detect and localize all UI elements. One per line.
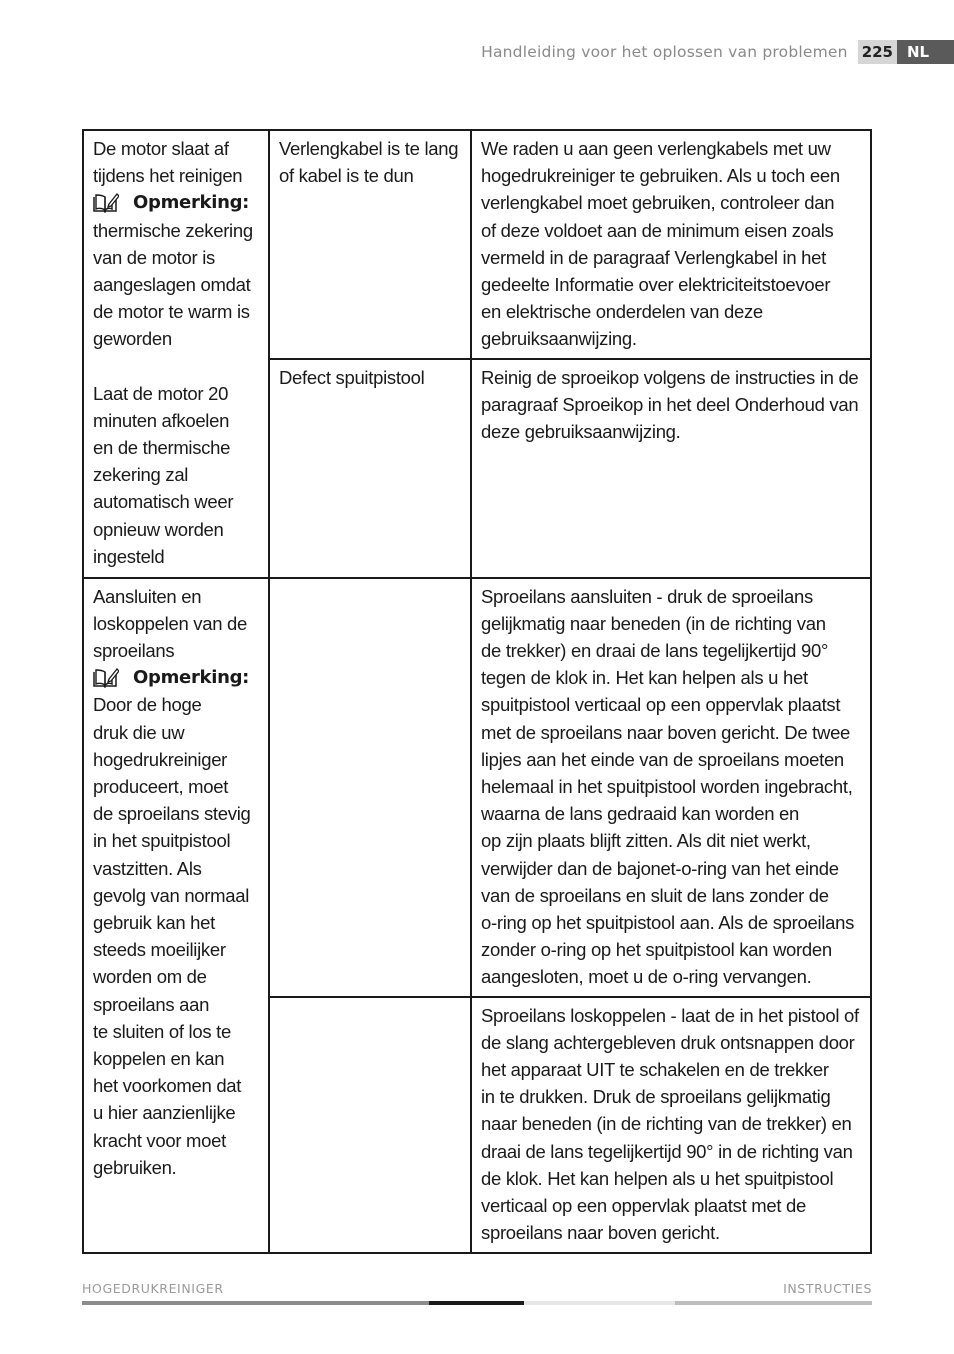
problem-text: Aansluiten en [93,585,202,607]
note-text: het voorkomen dat [93,1075,242,1097]
solution-text: waarna de lans gedraaid kan worden en [481,803,800,825]
note-text: de motor te warm is [93,301,250,323]
note-text: gebruiken. [93,1156,177,1178]
note-text: koppelen en kan [93,1048,225,1070]
solution-cell [471,578,871,997]
book-note-icon [93,193,119,213]
note-text: vastzitten. Als [93,857,202,879]
solution-text: o-ring op het spuitpistool aan. Als de sproeilans [481,912,855,934]
note-text: te sluiten of los te [93,1020,231,1042]
solution-text: verwijder dan de bajonet-o-ring van het einde [481,857,839,879]
solution-text: op zijn plaats blijft zitten. Als dit niet werkt, [481,830,811,852]
solution-text: We raden u aan geen verlengkabels met uw [481,138,831,159]
solution-cell [471,997,871,1253]
footer-bar-1 [82,1301,429,1305]
cause-cell [269,359,471,578]
footer-product: HOGEDRUKREINIGER [82,1281,224,1296]
note-text: kracht voor moet [93,1129,226,1151]
solution-text: hogedrukreiniger te gebruiken. Als u toch een [481,165,840,187]
note-heading [93,664,259,691]
note-text: worden om de [93,966,207,988]
solution-text: Sproeilans aansluiten - druk de sproeilans [481,585,813,607]
page-number: 225 [858,40,897,64]
cause-text: of kabel is te dun [279,165,414,187]
problem-cell [83,578,269,1253]
note-text: u hier aanzienlijke [93,1102,236,1124]
note-text: hogedrukreiniger [93,748,228,770]
solution-text: lipjes aan het einde van de sproeilans moeten [481,748,844,770]
solution-text: het apparaat UIT te schakelen en de trekker [481,1059,829,1081]
problem-cell [83,130,269,578]
solution-text: gelijkmatig naar beneden (in de richting van [481,612,826,634]
solution-cell [471,359,871,578]
footer-bar-3 [524,1301,675,1305]
book-note-icon [93,668,119,688]
solution-text: van de sproeilans en sluit de lans zonder de [481,884,829,906]
remedy-text: Laat de motor 20 [93,382,229,404]
note-text: produceert, moet [93,776,229,798]
solution-text: of deze voldoet aan de minimum eisen zoals [481,219,834,241]
solution-text: gebruiksaanwijzing. [481,328,637,350]
solution-text: met de sproeilans naar boven gericht. De twee [481,721,851,743]
problem-text: De motor slaat af [93,138,229,159]
note-text: Door de hoge [93,694,202,716]
remedy-text: opnieuw worden [93,518,224,540]
troubleshooting-table [82,129,872,1254]
note-label: Opmerking: [133,667,250,689]
table-row [83,578,871,997]
note-text: de sproeilans stevig [93,803,251,825]
note-text: thermische zekering [93,219,253,241]
cause-cell [269,997,471,1253]
solution-text: gedeelte Informatie over elektriciteitstoevoer [481,274,831,296]
solution-text: in te drukken. Druk de sproeilans gelijkmatig [481,1086,831,1108]
note-text: in het spuitpistool [93,830,231,852]
header-title: Handleiding voor het oplossen van problemen [481,43,848,61]
note-text: van de motor is [93,246,215,268]
note-text: aangeslagen omdat [93,274,251,296]
solution-text: de trekker) en draai de lans tegelijkertijd 90° [481,640,829,662]
footer-bar-2 [429,1301,524,1305]
solution-text: spuitpistool verticaal op een oppervlak plaatst [481,694,841,716]
footer-section: INSTRUCTIES [783,1281,872,1296]
page-header [481,40,954,64]
footer-bar-4 [675,1301,872,1305]
note-label: Opmerking: [133,192,250,214]
solution-text: aangesloten, moet u de o-ring vervangen. [481,966,812,988]
solution-cell [471,130,871,359]
solution-text: sproeilans naar boven gericht. [481,1222,720,1244]
remedy-text: minuten afkoelen [93,409,230,431]
solution-text: verticaal op een oppervlak plaatst met de [481,1195,807,1217]
note-text: gevolg van normaal [93,884,250,906]
remedy-text: zekering zal [93,464,189,486]
solution-text: deze gebruiksaanwijzing. [481,421,681,443]
solution-text: de klok. Het kan helpen als u het spuitpistool [481,1167,834,1189]
solution-text: naar beneden (in de richting van de trekker) en [481,1113,852,1135]
solution-text: de slang achtergebleven druk ontsnappen door [481,1031,855,1053]
cause-text: Verlengkabel is te lang [279,138,459,159]
table-row [83,130,871,359]
solution-text: draai de lans tegelijkertijd 90° in de richting van [481,1140,853,1162]
problem-text: sproeilans [93,640,175,662]
solution-text: verlengkabel moet gebruiken, controleer dan [481,192,835,214]
note-text: geworden [93,328,172,350]
solution-text: zonder o-ring op het spuitpistool kan worden [481,939,832,961]
note-text: steeds moeilijker [93,939,226,961]
solution-text: Sproeilans loskoppelen - laat de in het pistool of [481,1004,859,1026]
solution-text: paragraaf Sproeikop in het deel Onderhoud van [481,393,859,415]
solution-text: helemaal in het spuitpistool worden ingebracht, [481,776,853,798]
remedy-text: ingesteld [93,545,165,567]
note-text: sproeilans aan [93,993,210,1015]
note-heading [93,189,259,216]
problem-text: tijdens het reinigen [93,165,243,187]
cause-cell [269,578,471,997]
solution-text: vermeld in de paragraaf Verlengkabel in het [481,246,826,268]
paragraph-spacer [93,353,259,380]
cause-cell [269,130,471,359]
remedy-text: en de thermische [93,437,231,459]
note-text: druk die uw [93,721,185,743]
problem-text: loskoppelen van de [93,612,248,634]
solution-text: tegen de klok in. Het kan helpen als u het [481,667,808,689]
solution-text: Reinig de sproeikop volgens de instructies in de [481,366,859,388]
cause-text: Defect spuitpistool [279,366,425,388]
language-tab: NL [897,40,954,64]
remedy-text: automatisch weer [93,491,234,513]
note-text: gebruik kan het [93,912,216,934]
solution-text: en elektrische onderdelen van deze [481,301,763,323]
